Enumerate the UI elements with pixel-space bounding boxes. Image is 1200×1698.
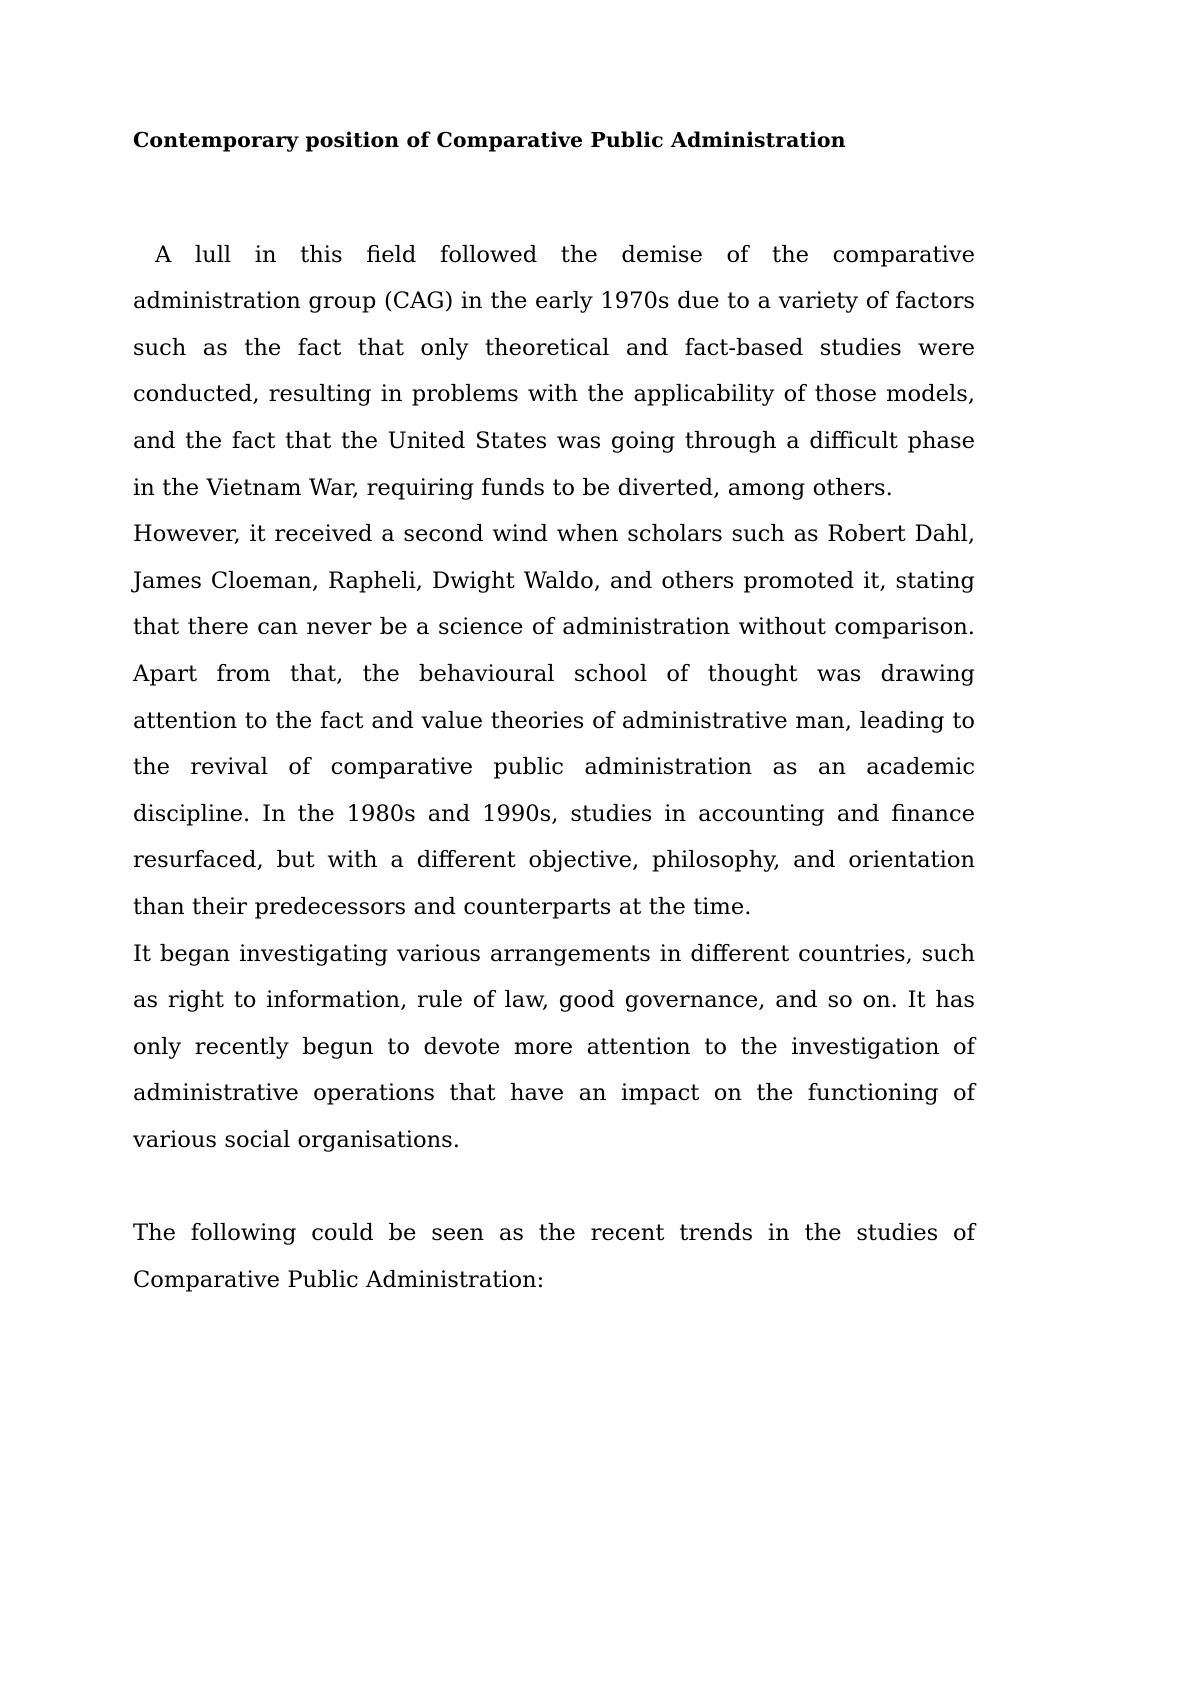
title-spacer <box>133 154 975 232</box>
paragraph-however: However, it received a second wind when scholars such as Robert Dahl, James Cloeman, Rapheli, Dwight Waldo, and others promoted it, stating that there can never be a science of administration without comparison. Apart from that, the behavioural school of thought was drawing attention to the fact and value theories of administrative man, leading to the revival of comparative public administration as an academic discipline. In the 1980s and 1990s, studies in accounting and finance resurfaced, but with a different objective, philosophy, and orientation than their predecessors and counterparts at the time. <box>133 521 975 920</box>
page-title: Contemporary position of Comparative Public Administration <box>133 128 846 152</box>
paragraph-following: The following could be seen as the recent trends in the studies of Comparative Public Administration: <box>133 1220 975 1293</box>
paragraph-it-began: It began investigating various arrangements in different countries, such as right to information, rule of law, good governance, and so on. It has only recently begun to devote more attention to the investigation of administrative operations that have an impact on the functioning of various social organisations. <box>133 940 975 1153</box>
paragraph-spacer <box>133 1164 975 1211</box>
paragraph-lull: A lull in this field followed the demise of the comparative administration group (CAG) in the early 1970s due to a variety of factors such as the fact that only theoretical and fact-based studies were conducted, resulting in problems with the applicability of those models, and the fact that the United States was going through a difficult phase in the Vietnam War, requiring funds to be diverted, among others. <box>133 241 975 501</box>
